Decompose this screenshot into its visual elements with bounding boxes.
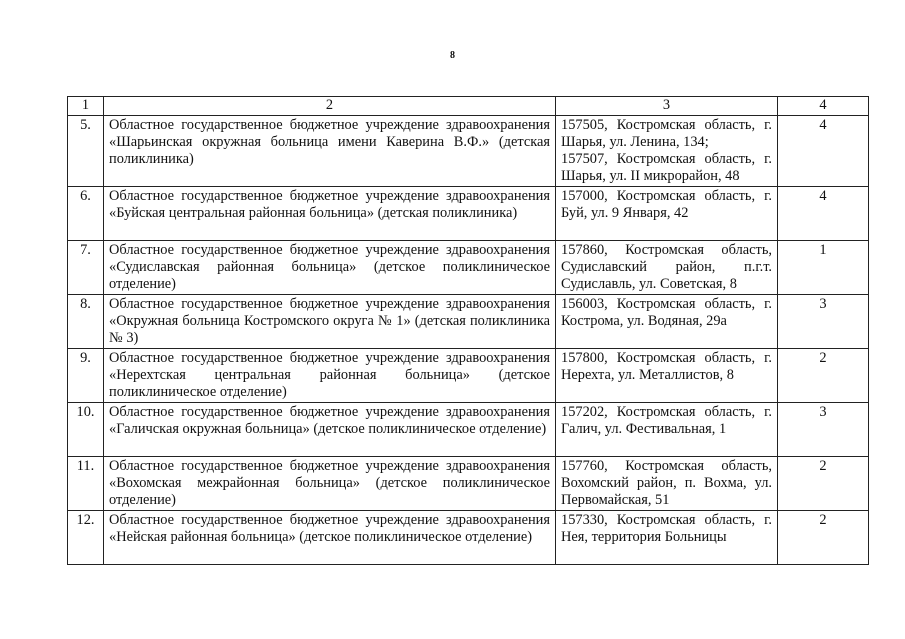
row-number: 6. — [68, 187, 104, 241]
table-row — [68, 511, 869, 565]
page-number: 8 — [450, 50, 455, 61]
table-row — [68, 241, 869, 295]
address-line: 157330, Костромская область, г. Нея, территория Больницы — [561, 512, 772, 545]
row-number: 11. — [68, 457, 104, 511]
institution-name: Областное государственное бюджетное учреждение здравоохранения «Судиславская районная больница» (детское поликлиническое отделение) — [104, 241, 556, 295]
header-row — [68, 97, 869, 116]
header-col-4: 4 — [778, 97, 869, 116]
address-line: 157507, Костромская область, г. Шарья, ул. II микрорайон, 48 — [561, 151, 772, 184]
row-number: 7. — [68, 241, 104, 295]
institution-address — [556, 349, 778, 403]
row-count: 2 — [778, 457, 869, 511]
institution-name: Областное государственное бюджетное учреждение здравоохранения «Окружная больница Костромского округа № 1» (детская поликлиника № 3) — [104, 295, 556, 349]
institution-name: Областное государственное бюджетное учреждение здравоохранения «Нейская районная больница» (детское поликлиническое отделение) — [104, 511, 556, 565]
row-count: 2 — [778, 511, 869, 565]
institution-name: Областное государственное бюджетное учреждение здравоохранения «Шарьинская окружная больница имени Каверина В.Ф.» (детская поликлиника) — [104, 116, 556, 187]
row-number: 8. — [68, 295, 104, 349]
header-col-1: 1 — [68, 97, 104, 116]
table-row — [68, 187, 869, 241]
row-count: 3 — [778, 295, 869, 349]
address-line: 157000, Костромская область, г. Буй, ул. 9 Января, 42 — [561, 188, 772, 221]
institution-name: Областное государственное бюджетное учреждение здравоохранения «Буйская центральная районная больница» (детская поликлиника) — [104, 187, 556, 241]
row-count: 1 — [778, 241, 869, 295]
row-count: 2 — [778, 349, 869, 403]
row-count: 4 — [778, 187, 869, 241]
address-line: 157202, Костромская область, г. Галич, ул. Фестивальная, 1 — [561, 404, 772, 437]
institution-name: Областное государственное бюджетное учреждение здравоохранения «Галичская окружная больница» (детское поликлиническое отделение) — [104, 403, 556, 457]
institution-address — [556, 457, 778, 511]
row-count: 3 — [778, 403, 869, 457]
institution-address — [556, 295, 778, 349]
header-col-3: 3 — [556, 97, 778, 116]
row-number: 12. — [68, 511, 104, 565]
table-row — [68, 295, 869, 349]
table-row — [68, 403, 869, 457]
address-line: 156003, Костромская область, г. Кострома, ул. Водяная, 29а — [561, 296, 772, 329]
institution-address — [556, 116, 778, 187]
table-header — [68, 97, 869, 116]
header-col-2: 2 — [104, 97, 556, 116]
address-line: 157760, Костромская область, Вохомский район, п. Вохма, ул. Первомайская, 51 — [561, 458, 772, 508]
institution-address — [556, 511, 778, 565]
table-row — [68, 116, 869, 187]
row-number: 9. — [68, 349, 104, 403]
table-row — [68, 349, 869, 403]
institutions-table — [67, 96, 869, 565]
row-count: 4 — [778, 116, 869, 187]
row-number: 5. — [68, 116, 104, 187]
table-body — [68, 116, 869, 565]
institution-address — [556, 241, 778, 295]
institution-address — [556, 403, 778, 457]
address-line: 157860, Костромская область, Судиславский район, п.г.т. Судиславль, ул. Советская, 8 — [561, 242, 772, 292]
address-line: 157800, Костромская область, г. Нерехта, ул. Металлистов, 8 — [561, 350, 772, 383]
table-row — [68, 457, 869, 511]
institution-name: Областное государственное бюджетное учреждение здравоохранения «Вохомская межрайонная больница» (детское поликлиническое отделение) — [104, 457, 556, 511]
institution-address — [556, 187, 778, 241]
institution-name: Областное государственное бюджетное учреждение здравоохранения «Нерехтская центральная районная больница» (детское поликлиническое отделение) — [104, 349, 556, 403]
address-line: 157505, Костромская область, г. Шарья, ул. Ленина, 134; — [561, 117, 772, 150]
row-number: 10. — [68, 403, 104, 457]
